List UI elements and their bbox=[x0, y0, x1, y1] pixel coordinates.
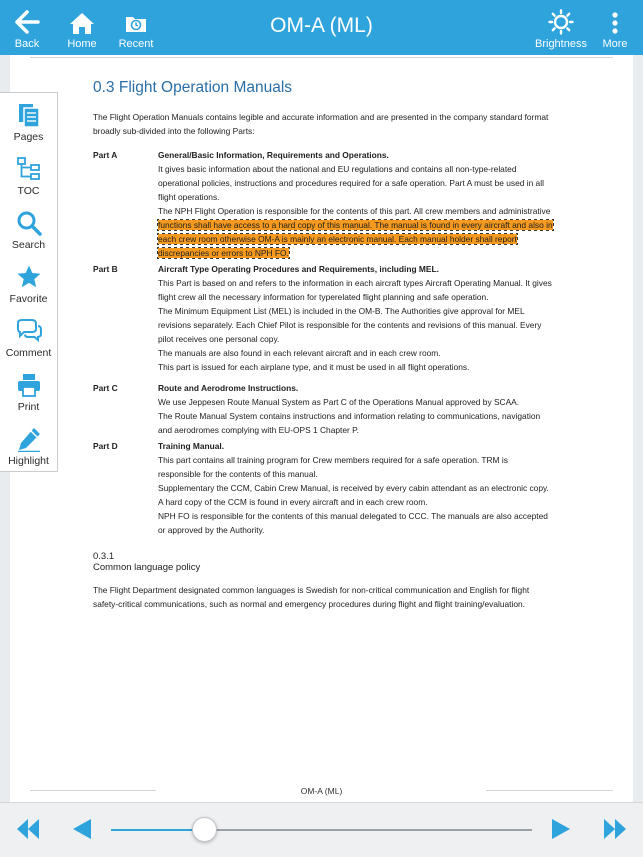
brightness-button[interactable] bbox=[534, 0, 588, 55]
part-b-text-2: The Minimum Equipment List (MEL) is included in the OM-B. The Authorities give approval for MEL revisions separately. Each Chief Pilot is responsible for the contents and revisions of this manual. Every pilot receives one personal copy. bbox=[158, 306, 542, 344]
back-arrow-icon bbox=[14, 9, 40, 35]
part-b bbox=[93, 262, 553, 374]
part-b-text-4: This part is issued for each airplane type, and it must be used in all flight operations. bbox=[158, 362, 470, 372]
highlight-label: Highlight bbox=[8, 454, 49, 467]
back-button[interactable] bbox=[10, 0, 44, 55]
search-button[interactable] bbox=[0, 203, 57, 257]
part-d-text-2: Supplementary the CCM, Cabin Crew Manual, is received by every cabin attendant as an electronic copy. A hard copy of the CCM is found in every aircraft and in each crew room. bbox=[158, 483, 549, 507]
parts-list bbox=[93, 148, 553, 537]
part-a-heading: General/Basic Information, Requirements and Operations. bbox=[158, 150, 389, 160]
document-page bbox=[10, 55, 633, 802]
highlighted-text[interactable]: functions shall have access to a hard copy of this manual. The manual is found in every aircraft and also in each crew room otherwise OM-A is mainly an electronic manual. Each manual holder shall report discrepancies or errors to NPH FO. bbox=[158, 220, 553, 258]
search-icon bbox=[16, 210, 42, 236]
previous-page-button[interactable] bbox=[71, 817, 93, 846]
toc-button[interactable] bbox=[0, 149, 57, 203]
home-label: Home bbox=[67, 38, 97, 50]
part-c-text: We use Jeppesen Route Manual System as Part C of the Operations Manual approved by SCAA. bbox=[158, 397, 520, 407]
document-title: OM-A (ML) bbox=[270, 14, 373, 37]
part-d-text: This part contains all training program for Crew members required for a safe operation. TRM is responsible for the contents of this manual. bbox=[158, 455, 508, 479]
search-label: Search bbox=[11, 238, 46, 251]
pages-icon bbox=[16, 102, 42, 128]
comment-button[interactable] bbox=[0, 311, 57, 365]
pages-label: Pages bbox=[13, 130, 44, 143]
section-heading: 0.3 Flight Operation Manuals bbox=[93, 79, 293, 96]
part-c bbox=[93, 381, 553, 437]
pencil-icon bbox=[16, 426, 42, 452]
part-c-heading: Route and Aerodrome Instructions. bbox=[158, 383, 299, 393]
brightness-icon bbox=[548, 9, 574, 35]
side-toolbar bbox=[0, 92, 58, 472]
part-a bbox=[93, 148, 553, 260]
toc-label: TOC bbox=[17, 184, 40, 197]
home-button[interactable] bbox=[64, 0, 100, 55]
highlight-button[interactable] bbox=[0, 419, 57, 473]
more-button[interactable] bbox=[600, 0, 630, 55]
top-toolbar bbox=[0, 0, 643, 55]
comment-label: Comment bbox=[5, 346, 52, 359]
part-b-label: Part B bbox=[93, 264, 118, 274]
footer-rule-right bbox=[486, 790, 613, 791]
part-a-text-2 bbox=[158, 204, 553, 260]
printer-icon bbox=[16, 372, 42, 398]
page-viewer[interactable] bbox=[0, 55, 643, 802]
subsection-number: 0.3.1 bbox=[93, 551, 115, 562]
home-icon bbox=[69, 11, 95, 35]
favorite-label: Favorite bbox=[9, 292, 48, 305]
back-label: Back bbox=[14, 38, 40, 50]
more-label: More bbox=[602, 38, 628, 50]
part-a-label: Part A bbox=[93, 150, 118, 160]
brightness-label: Brightness bbox=[535, 38, 587, 50]
favorite-button[interactable] bbox=[0, 257, 57, 311]
recent-button[interactable] bbox=[116, 0, 156, 55]
subsection-paragraph: The Flight Department designated common languages is Swedish for non-critical communication and English for flight safety-critical communications, such as normal and emergency procedures during flight and flight training/evaluation. bbox=[93, 585, 530, 609]
intro-paragraph: The Flight Operation Manuals contains legible and accurate information and are presented in the company standard format broadly sub-divided into the following Parts: bbox=[93, 112, 549, 136]
toc-icon bbox=[16, 156, 42, 182]
double-chevron-right-icon bbox=[602, 817, 628, 841]
last-page-button[interactable] bbox=[602, 817, 628, 846]
print-label: Print bbox=[17, 400, 40, 413]
part-d-text-3: NPH FO is responsible for the contents of this manual delegated to CCC. The manuals are also accepted or approved by the Authority. bbox=[158, 511, 548, 535]
double-chevron-left-icon bbox=[15, 817, 41, 841]
document-content bbox=[93, 79, 553, 621]
part-c-text-2: The Route Manual System contains instructions and information relating to communications, navigation and aerodromes complying with EU-OPS 1 Chapter P. bbox=[158, 411, 541, 435]
page-footer: OM-A (ML) bbox=[300, 786, 343, 796]
part-b-text-3: The manuals are also found in each relevant aircraft and in each crew room. bbox=[158, 348, 441, 358]
part-b-heading: Aircraft Type Operating Procedures and Requirements, including MEL. bbox=[158, 264, 439, 274]
page-slider[interactable] bbox=[111, 829, 532, 831]
recent-folder-icon bbox=[124, 11, 148, 35]
page-header-rule bbox=[30, 57, 613, 58]
first-page-button[interactable] bbox=[15, 817, 41, 846]
part-a-text: It gives basic information about the national and EU regulations and contains all non-type-related operational policies, instructions and procedures required for a safe operation. Part A must be used in all flight operations. bbox=[158, 164, 544, 202]
triangle-left-icon bbox=[71, 817, 93, 841]
recent-label: Recent bbox=[118, 38, 154, 50]
star-icon bbox=[16, 264, 42, 290]
part-d bbox=[93, 439, 553, 537]
triangle-right-icon bbox=[550, 817, 572, 841]
part-c-label: Part C bbox=[93, 383, 118, 393]
bottom-navigation bbox=[0, 802, 643, 857]
part-a-text-2-start: The NPH Flight Operation is responsible for the contents of this part. All crew members and administrative bbox=[158, 206, 551, 216]
pages-button[interactable] bbox=[0, 95, 57, 149]
more-vertical-icon bbox=[611, 11, 619, 35]
subsection-title: Common language policy bbox=[93, 562, 201, 573]
next-page-button[interactable] bbox=[550, 817, 572, 846]
print-button[interactable] bbox=[0, 365, 57, 419]
part-d-label: Part D bbox=[93, 441, 118, 451]
page-slider-thumb[interactable] bbox=[192, 817, 217, 842]
part-d-heading: Training Manual. bbox=[158, 441, 225, 451]
comment-icon bbox=[15, 318, 43, 344]
part-b-text: This Part is based on and refers to the information in each aircraft types Aircraft Operating Manual. It gives flight crew all the necessary information for typerelated flight planning and safe operation. bbox=[158, 278, 552, 302]
page-slider-fill bbox=[111, 829, 204, 831]
